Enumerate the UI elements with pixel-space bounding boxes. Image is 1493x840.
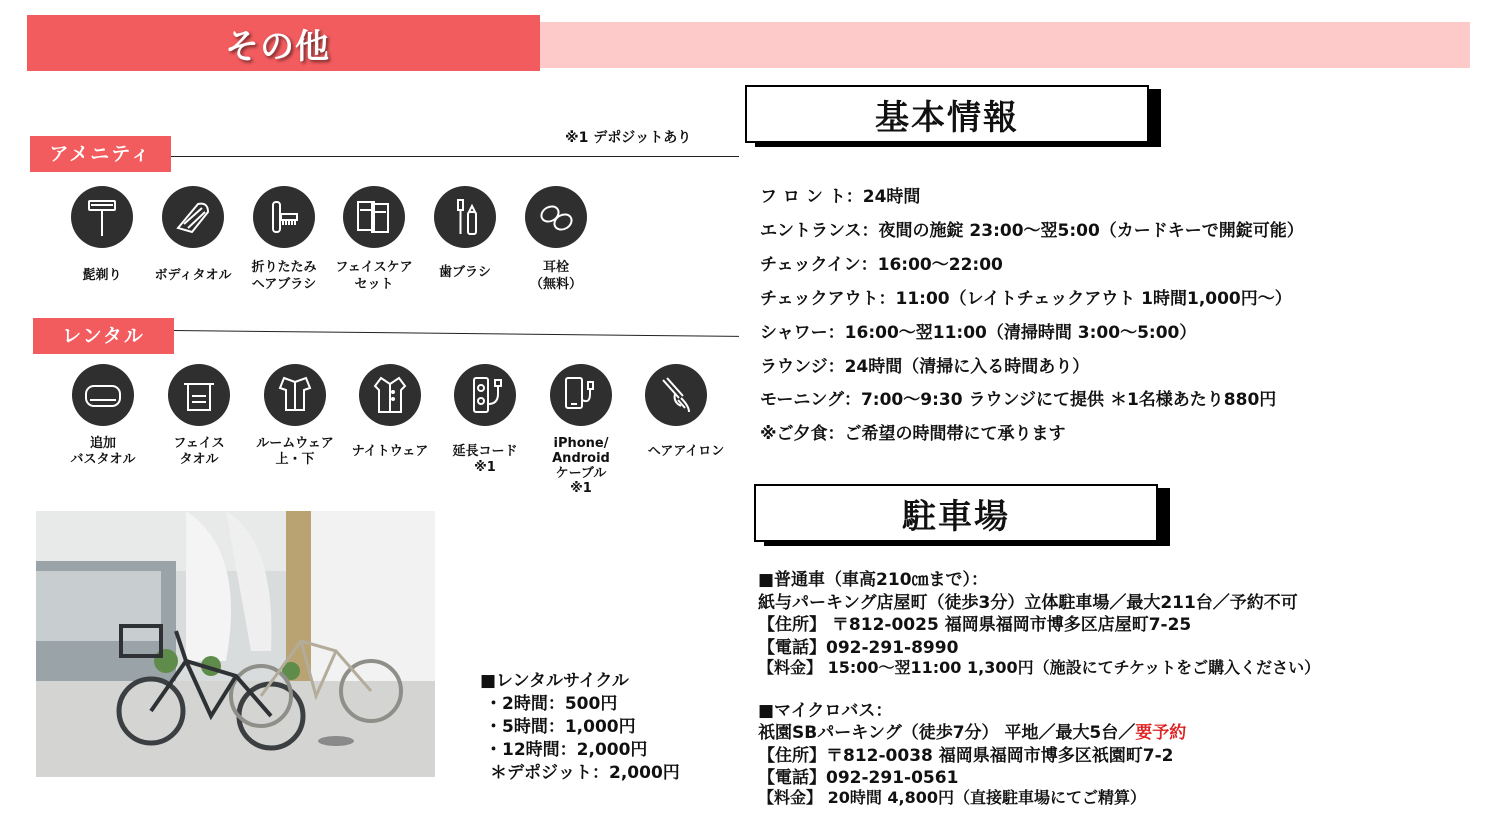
bicycle-heading: ■レンタルサイクル <box>480 671 629 691</box>
rental-divider <box>174 330 739 337</box>
bicycle-deposit: ＊デポジット：2,000円 <box>490 763 680 783</box>
rental-label: 延長コード <box>452 444 518 459</box>
car-parking-fee: 【料金】 15:00～翌11:00 1,300円（施設にてチケットをご購入ください） <box>758 658 1321 677</box>
header-band-light <box>540 22 1470 68</box>
rental-label: ヘアアイロン <box>647 444 725 459</box>
rental-label: タオル <box>179 452 219 467</box>
rental-label: 追加 <box>89 436 116 451</box>
bus-parking-lot-text: 祇園SBパーキング（徒歩7分） 平地／最大5台／ <box>758 723 1136 743</box>
bus-parking-phone: 【電話】092-291-0561 <box>758 768 959 788</box>
rental-label: Android <box>552 451 610 466</box>
car-parking-heading: ■普通車（車高210㎝まで）： <box>758 570 989 590</box>
rental-label: ルームウェア <box>256 436 334 451</box>
rental-label: 上・下 <box>275 452 315 467</box>
bath-towel-icon <box>72 364 134 426</box>
info-line: シャワー：16:00～翌11:00（清掃時間 3:00～5:00） <box>760 323 1197 343</box>
rental-label: フェイス <box>173 436 225 451</box>
folding-hairbrush-icon <box>253 186 315 248</box>
amenity-label: セット <box>354 277 394 292</box>
info-line: フ ロ ン ト：24時間 <box>760 187 921 207</box>
rental-label: ※1 <box>474 460 496 475</box>
amenity-label: 髭剃り <box>82 268 122 283</box>
rental-bicycle-photo <box>36 511 435 777</box>
amenity-label: フェイスケア <box>335 260 413 275</box>
amenity-label: ボディタオル <box>154 268 232 283</box>
rental-label: バスタオル <box>70 452 136 467</box>
car-parking-address: 【住所】 〒812-0025 福岡県福岡市博多区店屋町7-25 <box>758 615 1192 635</box>
phone-cable-icon <box>550 364 612 426</box>
car-parking-phone: 【電話】092-291-8990 <box>758 638 959 658</box>
page-title: その他 <box>225 27 330 67</box>
info-line: エントランス：夜間の施錠 23:00～翌5:00（カードキーで開錠可能） <box>760 221 1304 241</box>
rental-label: ケーブル <box>555 466 607 481</box>
nightwear-icon <box>359 364 421 426</box>
info-line: モーニング：7:00～9:30 ラウンジにて提供 ＊1名様あたり880円 <box>760 390 1277 410</box>
amenity-label: 歯ブラシ <box>438 265 491 280</box>
info-line: ※ご夕食：ご希望の時間帯にて承ります <box>760 424 1066 444</box>
rental-tab: レンタル <box>33 318 174 354</box>
reservation-required: 要予約 <box>1135 723 1187 743</box>
deposit-note: ※1 デポジットあり <box>565 130 692 146</box>
bicycle-price: ・5時間：1,000円 <box>485 717 636 737</box>
parking-title: 駐車場 <box>754 484 1158 542</box>
roomwear-icon <box>264 364 326 426</box>
amenity-label: （無料） <box>529 277 582 292</box>
face-care-set-icon <box>343 186 405 248</box>
bus-parking-address: 【住所】〒812-0038 福岡県福岡市博多区祇園町7-2 <box>758 746 1174 766</box>
amenity-label: ヘアブラシ <box>251 277 317 292</box>
face-towel-icon <box>168 364 230 426</box>
info-line: チェックイン：16:00～22:00 <box>760 255 1003 275</box>
car-parking-lot: 紙与パーキング店屋町（徒歩3分）立体駐車場／最大211台／予約不可 <box>758 593 1298 613</box>
bicycle-price: ・12時間：2,000円 <box>485 740 648 760</box>
toothbrush-icon <box>434 186 496 248</box>
earplugs-icon <box>525 186 587 248</box>
basic-info-title: 基本情報 <box>745 85 1149 143</box>
extension-cord-icon <box>454 364 516 426</box>
info-line: チェックアウト：11:00（レイトチェックアウト 1時間1,000円～） <box>760 289 1292 309</box>
amenity-divider <box>171 156 739 157</box>
amenity-tab: アメニティ <box>30 136 171 172</box>
amenity-label: 耳栓 <box>542 260 569 275</box>
hair-iron-icon <box>645 364 707 426</box>
info-line: ラウンジ：24時間（清掃に入る時間あり） <box>760 357 1090 377</box>
bicycle-price: ・2時間：500円 <box>485 694 618 714</box>
body-towel-icon <box>162 186 224 248</box>
rental-label: ナイトウェア <box>351 444 429 459</box>
bus-parking-fee: 【料金】 20時間 4,800円（直接駐車場にてご精算） <box>758 788 1147 807</box>
bus-parking-lot <box>758 718 1186 743</box>
rental-label: ※1 <box>570 481 592 496</box>
rental-label: iPhone/ <box>553 436 609 451</box>
bus-parking-heading: ■マイクロバス： <box>758 701 893 721</box>
amenity-label: 折りたたみ <box>251 260 317 275</box>
razor-icon <box>71 186 133 248</box>
